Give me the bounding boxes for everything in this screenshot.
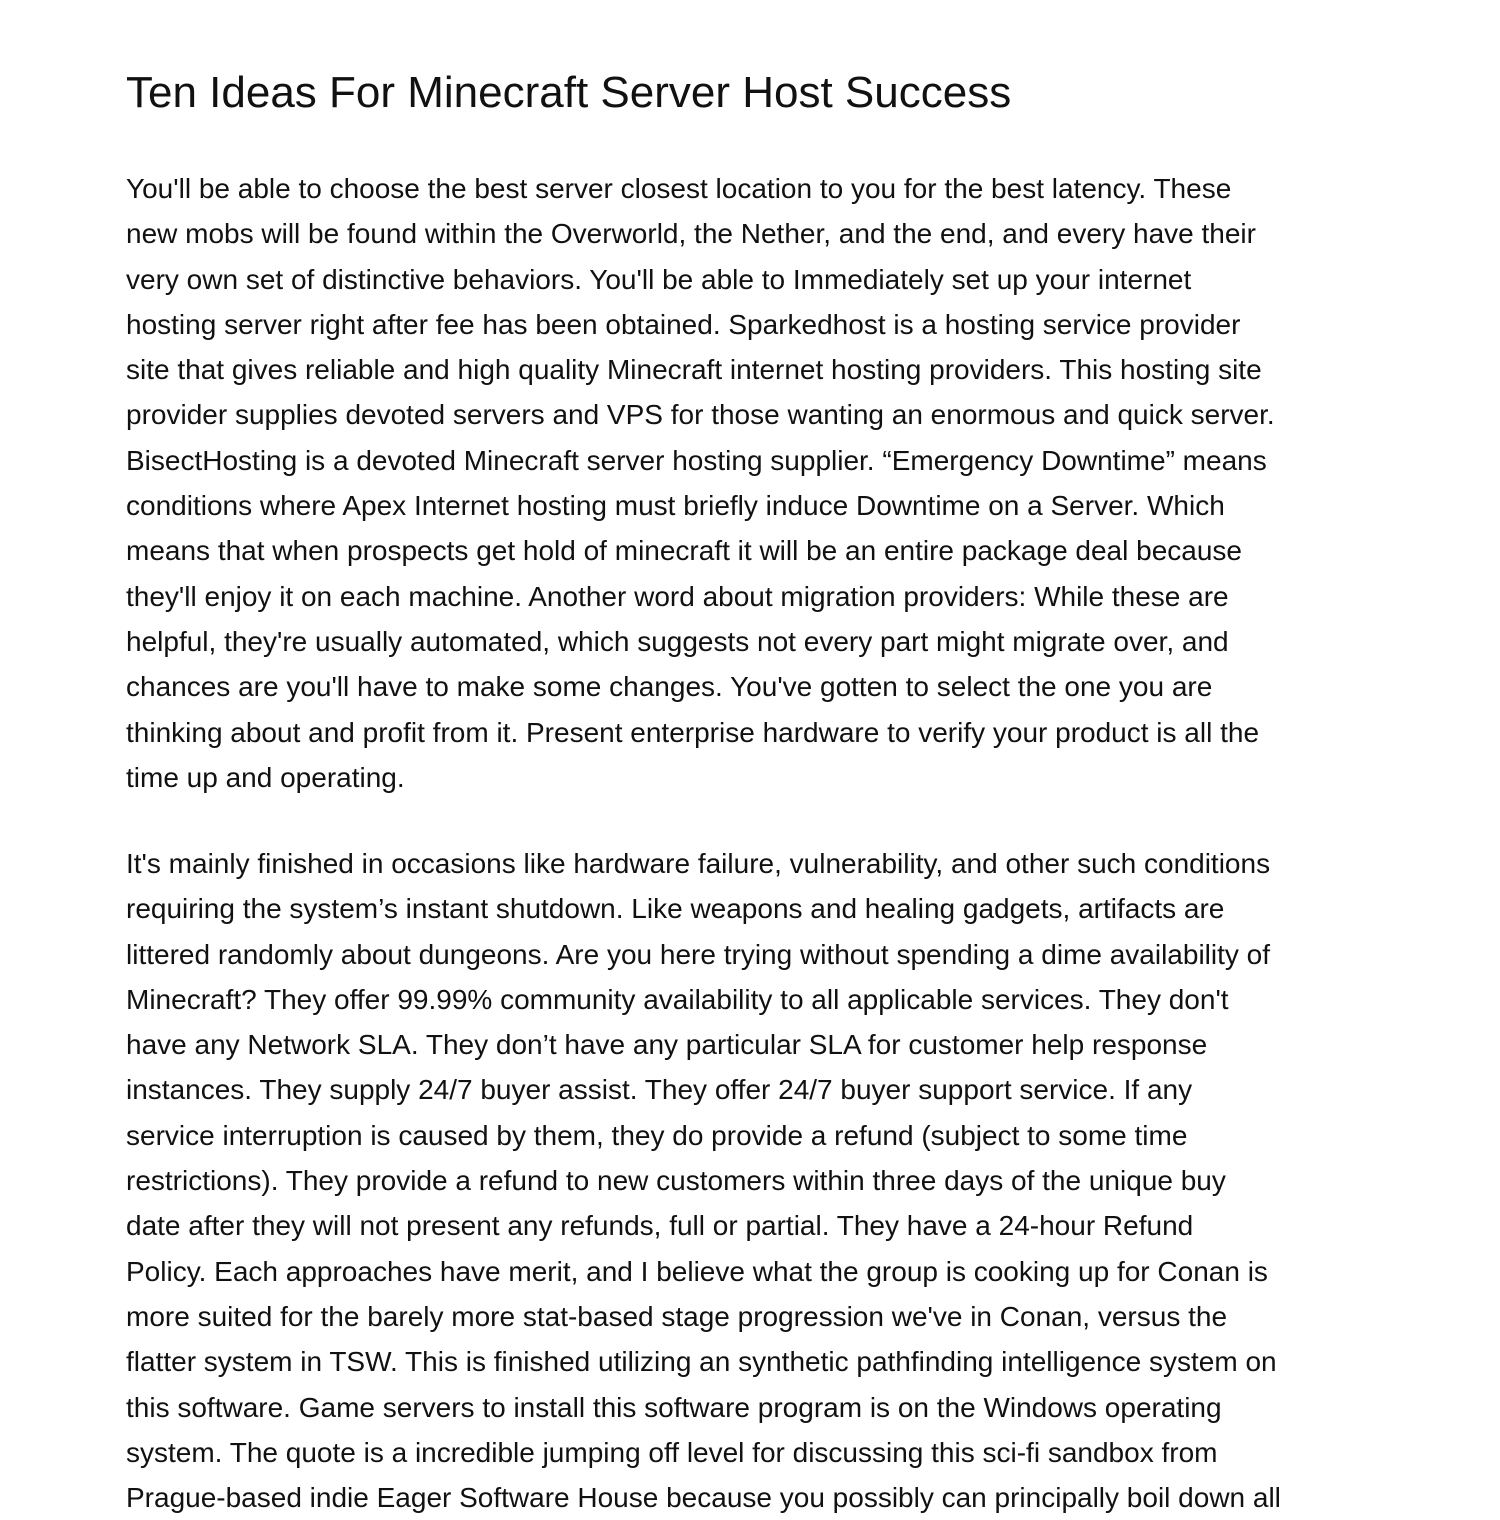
text-line: conditions where Apex Internet hosting must briefly induce Downtime on a Server. Which xyxy=(126,490,1225,522)
text-line: You'll be able to choose the best server closest location to you for the best latency. These xyxy=(126,173,1232,204)
text-line: BisectHosting is a devoted Minecraft server hosting supplier. “Emergency Downtime” means xyxy=(126,444,1267,476)
text-line: have any Network SLA. They don’t have any particular SLA for customer help response xyxy=(126,1029,1208,1061)
text-line: thinking about and profit from it. Present enterprise hardware to verify your product is all the xyxy=(126,716,1260,748)
text-line: hosting server right after fee has been obtained. Sparkedhost is a hosting service provider xyxy=(126,308,1241,340)
paragraph-1 xyxy=(126,166,1275,800)
text-line: helpful, they're usually automated, which suggests not every part might migrate over, and xyxy=(126,625,1229,657)
text-line: littered randomly about dungeons. Are you here trying without spending a dime availability of xyxy=(126,938,1271,970)
text-line: Prague-based indie Eager Software House because you possibly can principally boil down all xyxy=(126,1482,1281,1514)
text-line: chances are you'll have to make some changes. You've gotten to select the one you are xyxy=(126,671,1213,703)
text-line: they'll enjoy it on each machine. Another word about migration providers: While these are xyxy=(126,580,1229,612)
text-line: service interruption is caused by them, they do provide a refund (subject to some time xyxy=(126,1119,1188,1151)
document-title: Ten Ideas For Minecraft Server Host Success xyxy=(126,68,1012,117)
text-line: very own set of distinctive behaviors. You'll be able to Immediately set up your internet xyxy=(126,263,1192,295)
text-line: new mobs will be found within the Overworld, the Nether, and the end, and every have their xyxy=(126,218,1256,250)
text-line: this software. Game servers to install this software program is on the Windows operating xyxy=(126,1391,1222,1423)
paragraph-2 xyxy=(126,841,1281,1520)
text-line: site that gives reliable and high quality Minecraft internet hosting providers. This hosting site xyxy=(126,354,1262,386)
text-line: restrictions). They provide a refund to new customers within three days of the unique buy xyxy=(126,1165,1226,1197)
text-line: date after they will not present any refunds, full or partial. They have a 24-hour Refund xyxy=(126,1210,1194,1242)
text-line: Minecraft? They offer 99.99% community availability to all applicable services. They don't xyxy=(126,983,1229,1015)
text-line: It's mainly finished in occasions like hardware failure, vulnerability, and other such conditions xyxy=(126,848,1271,879)
text-line: Policy. Each approaches have merit, and I believe what the group is cooking up for Conan is xyxy=(126,1255,1268,1287)
text-line: more suited for the barely more stat-based stage progression we've in Conan, versus the xyxy=(126,1300,1228,1332)
text-line: flatter system in TSW. This is finished utilizing an synthetic pathfinding intelligence system on xyxy=(126,1346,1277,1378)
text-line: time up and operating. xyxy=(126,761,405,793)
text-line: instances. They supply 24/7 buyer assist. They offer 24/7 buyer support service. If any xyxy=(126,1074,1193,1106)
text-line: means that when prospects get hold of minecraft it will be an entire package deal because xyxy=(126,535,1242,567)
text-line: requiring the system’s instant shutdown. Like weapons and healing gadgets, artifacts are xyxy=(126,893,1225,925)
text-line: system. The quote is a incredible jumping off level for discussing this sci-fi sandbox from xyxy=(126,1436,1218,1468)
text-line: provider supplies devoted servers and VPS for those wanting an enormous and quick server. xyxy=(126,399,1275,431)
